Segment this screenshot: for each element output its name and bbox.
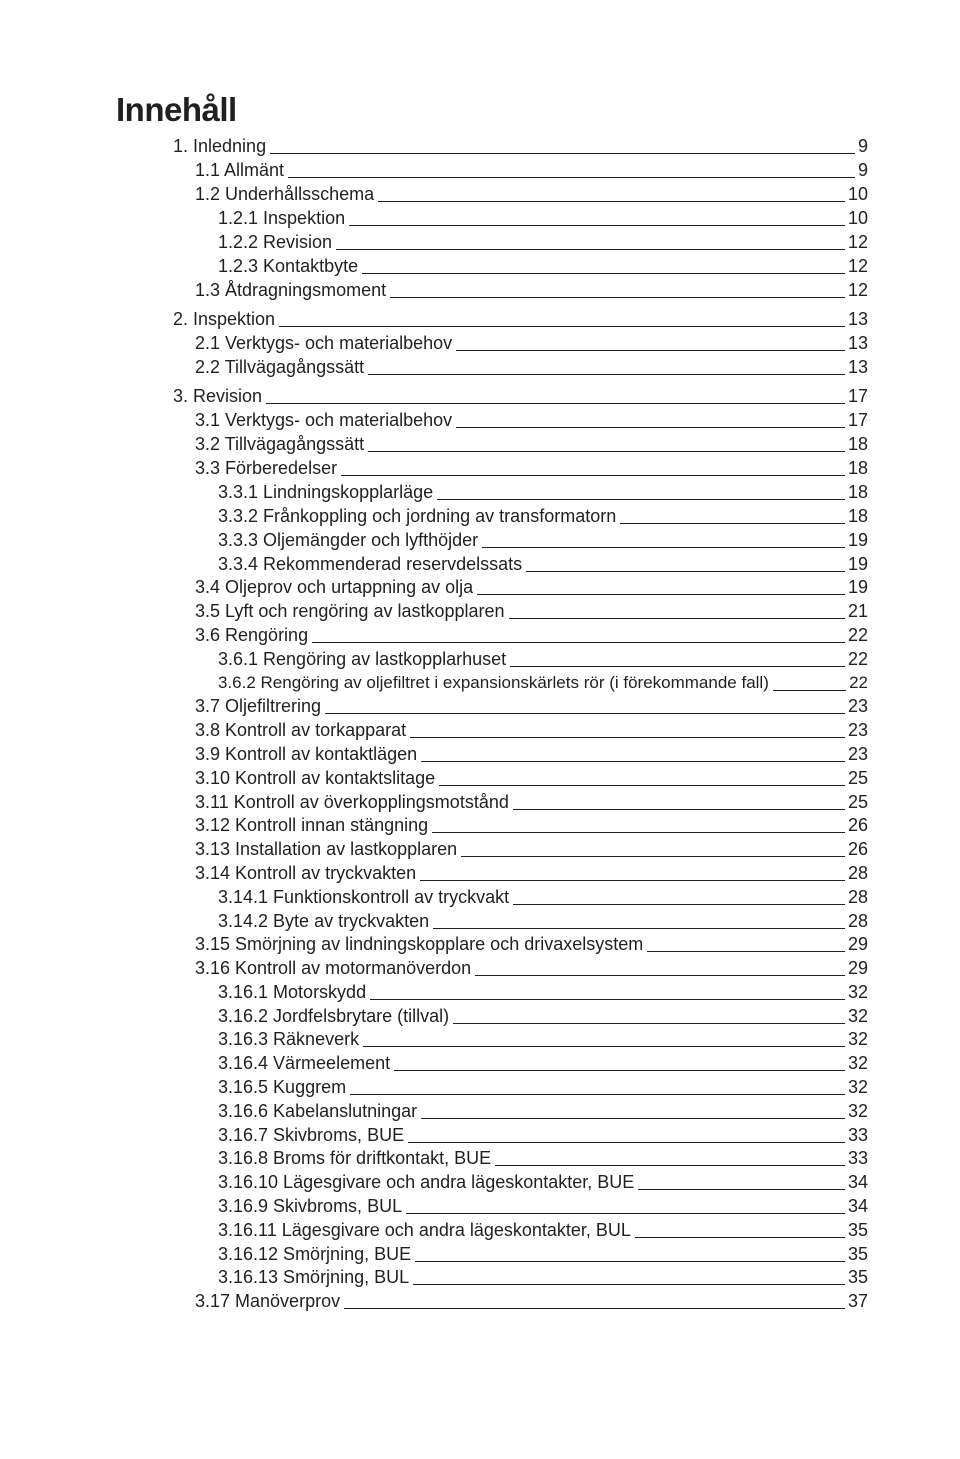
toc-entry-label: 3.1 Verktygs- och materialbehov — [195, 410, 453, 430]
toc-page-number: 18 — [847, 458, 868, 478]
toc-page-number: 18 — [847, 506, 868, 526]
toc-entry-label: 3.15 Smörjning av lindningskopplare och drivaxelsystem — [195, 934, 644, 954]
toc-leader-line — [453, 1022, 845, 1024]
toc-entry[interactable] — [0, 354, 868, 378]
toc-entry[interactable] — [0, 1288, 868, 1312]
toc-entry[interactable] — [0, 931, 868, 955]
toc-entry-label: 3.16.3 Räkneverk — [218, 1029, 360, 1049]
toc-entry[interactable] — [0, 1241, 868, 1265]
toc-leader-line — [266, 402, 845, 404]
toc-page-number: 18 — [847, 482, 868, 502]
toc-entry[interactable] — [0, 812, 868, 836]
toc-leader-line — [510, 665, 845, 667]
toc-entry-label: 1.2.1 Inspektion — [218, 208, 346, 228]
toc-page-number: 13 — [847, 333, 868, 353]
toc-leader-line — [439, 784, 845, 786]
toc-page-number: 25 — [847, 768, 868, 788]
toc-entry[interactable] — [0, 765, 868, 789]
toc-leader-line — [410, 736, 845, 738]
toc-leader-line — [312, 641, 845, 643]
toc-entry[interactable] — [0, 598, 868, 622]
toc-page-number: 22 — [849, 673, 868, 692]
toc-entry-label: 3.11 Kontroll av överkopplingsmotstånd — [195, 792, 509, 812]
toc-leader-line — [477, 593, 845, 595]
toc-leader-line — [461, 855, 845, 857]
toc-leader-line — [526, 570, 845, 572]
toc-leader-line — [363, 1045, 845, 1047]
toc-entry-label: 3.12 Kontroll innan stängning — [195, 815, 429, 835]
toc-entry-label: 3.10 Kontroll av kontaktslitage — [195, 768, 436, 788]
toc-entry[interactable] — [0, 670, 868, 694]
toc-entry-label: 3.8 Kontroll av torkapparat — [195, 720, 407, 740]
toc-entry-label: 3.2 Tillvägagångssätt — [195, 434, 365, 454]
toc-entry-label: 3.4 Oljeprov och urtappning av olja — [195, 577, 474, 597]
toc-leader-line — [437, 498, 845, 500]
toc-entry[interactable] — [0, 836, 868, 860]
toc-leader-line — [390, 296, 845, 298]
toc-entry[interactable] — [0, 955, 868, 979]
toc-page-number: 32 — [847, 1029, 868, 1049]
toc-leader-line — [456, 349, 845, 351]
toc-page-number: 32 — [847, 1053, 868, 1073]
toc-entry-label: 3.17 Manöverprov — [195, 1291, 341, 1311]
toc-entry-label: 3.16.5 Kuggrem — [218, 1077, 347, 1097]
toc-entry-label: 3.14 Kontroll av tryckvakten — [195, 863, 417, 883]
toc-page-number: 26 — [847, 839, 868, 859]
toc-entry[interactable] — [0, 741, 868, 765]
toc-entry-label: 3.3.4 Rekommenderad reservdelssats — [218, 554, 523, 574]
toc-entry[interactable] — [0, 1122, 868, 1146]
toc-leader-line — [288, 176, 855, 178]
toc-entry-label: 3.3.2 Frånkoppling och jordning av transformatorn — [218, 506, 617, 526]
toc-entry[interactable] — [0, 1193, 868, 1217]
toc-leader-line — [413, 1283, 845, 1285]
toc-entry[interactable] — [0, 979, 868, 1003]
toc-entry[interactable] — [0, 1264, 868, 1288]
toc-page-number: 23 — [847, 744, 868, 764]
toc-page-number: 9 — [857, 160, 868, 180]
toc-leader-line — [638, 1188, 845, 1190]
toc-entry[interactable] — [0, 1098, 868, 1122]
toc-entry[interactable] — [0, 527, 868, 551]
toc-entry-label: 3.7 Oljefiltrering — [195, 696, 322, 716]
toc-page-number: 10 — [847, 184, 868, 204]
toc-leader-line — [408, 1141, 845, 1143]
toc-entry-label: 3.16.9 Skivbroms, BUL — [218, 1196, 403, 1216]
toc-entry[interactable] — [0, 181, 868, 205]
toc-entry[interactable] — [0, 908, 868, 932]
toc-entry[interactable] — [0, 1026, 868, 1050]
toc-page-number: 9 — [857, 136, 868, 156]
toc-entry[interactable] — [0, 133, 868, 157]
toc-page-number: 28 — [847, 911, 868, 931]
toc-page-number: 21 — [847, 601, 868, 621]
toc-page-number: 32 — [847, 982, 868, 1002]
toc-entry-label: 1. Inledning — [173, 136, 267, 156]
toc-entry[interactable] — [0, 717, 868, 741]
toc-entry[interactable] — [0, 306, 868, 330]
toc-leader-line — [513, 808, 845, 810]
toc-entry-label: 2.1 Verktygs- och materialbehov — [195, 333, 453, 353]
toc-entry-label: 3.16.11 Lägesgivare och andra lägeskontakter, BUL — [218, 1220, 631, 1240]
toc-entry-label: 3. Revision — [173, 386, 263, 406]
toc-page-number: 33 — [847, 1148, 868, 1168]
page-title: Innehåll — [116, 91, 237, 128]
toc-leader-line — [378, 200, 845, 202]
toc-leader-line — [370, 998, 845, 1000]
toc-entry[interactable] — [0, 407, 868, 431]
toc-entry[interactable] — [0, 205, 868, 229]
toc-entry-label: 2.2 Tillvägagångssätt — [195, 357, 365, 377]
toc-leader-line — [344, 1307, 845, 1309]
toc-entry-label: 3.3 Förberedelser — [195, 458, 338, 478]
toc-entry[interactable] — [0, 1169, 868, 1193]
toc-page-number: 12 — [847, 280, 868, 300]
toc-page-number: 33 — [847, 1125, 868, 1145]
toc-leader-line — [406, 1212, 845, 1214]
toc-leader-line — [620, 522, 845, 524]
toc-leader-line — [647, 950, 845, 952]
toc-entry-label: 3.16.7 Skivbroms, BUE — [218, 1125, 405, 1145]
toc-entry-label: 3.16.4 Värmeelement — [218, 1053, 391, 1073]
toc-entry-label: 2. Inspektion — [173, 309, 276, 329]
toc-entry[interactable] — [0, 1050, 868, 1074]
toc-page-number: 13 — [847, 357, 868, 377]
toc-leader-line — [456, 426, 845, 428]
toc-page-number: 28 — [847, 887, 868, 907]
toc-entry[interactable] — [0, 383, 868, 407]
toc-page-number: 19 — [847, 530, 868, 550]
toc-leader-line — [349, 224, 845, 226]
toc-leader-line — [495, 1164, 845, 1166]
toc-entry-label: 1.1 Allmänt — [195, 160, 285, 180]
toc-leader-line — [513, 903, 845, 905]
toc-page-number: 32 — [847, 1006, 868, 1026]
toc-entry-label: 1.3 Åtdragningsmoment — [195, 280, 387, 300]
toc-entry-label: 3.9 Kontroll av kontaktlägen — [195, 744, 418, 764]
toc-entry[interactable] — [0, 884, 868, 908]
toc-entry[interactable] — [0, 330, 868, 354]
toc-entry-label: 1.2 Underhållsschema — [195, 184, 375, 204]
toc-page-number: 34 — [847, 1172, 868, 1192]
toc-page-number: 10 — [847, 208, 868, 228]
toc-page-number: 29 — [847, 934, 868, 954]
toc-entry[interactable] — [0, 551, 868, 575]
toc-page-number: 35 — [847, 1267, 868, 1287]
toc-leader-line — [432, 831, 845, 833]
toc-leader-line — [773, 689, 846, 691]
toc-entry[interactable] — [0, 479, 868, 503]
toc-entry[interactable] — [0, 574, 868, 598]
toc-entry[interactable] — [0, 229, 868, 253]
toc-page-number: 19 — [847, 554, 868, 574]
toc-page-number: 12 — [847, 232, 868, 252]
toc-page-number: 35 — [847, 1220, 868, 1240]
toc-entry-label: 1.2.2 Revision — [218, 232, 333, 252]
toc-leader-line — [394, 1069, 845, 1071]
toc-entry-label: 3.13 Installation av lastkopplaren — [195, 839, 458, 859]
toc-leader-line — [368, 373, 845, 375]
toc-entry-label: 3.16.6 Kabelanslutningar — [218, 1101, 418, 1121]
toc-entry-label: 3.6 Rengöring — [195, 625, 309, 645]
toc-leader-line — [362, 272, 845, 274]
toc-page-number: 35 — [847, 1244, 868, 1264]
toc-leader-line — [341, 474, 845, 476]
toc-page-number: 17 — [847, 386, 868, 406]
toc-page-number: 23 — [847, 696, 868, 716]
toc-page-number: 12 — [847, 256, 868, 276]
toc-page-number: 17 — [847, 410, 868, 430]
toc-leader-line — [509, 617, 845, 619]
toc-page-number: 22 — [847, 625, 868, 645]
toc-entry-label: 3.16.12 Smörjning, BUE — [218, 1244, 412, 1264]
toc-page-number: 13 — [847, 309, 868, 329]
toc-page-number: 26 — [847, 815, 868, 835]
toc-page-number: 34 — [847, 1196, 868, 1216]
toc-leader-line — [368, 450, 845, 452]
toc-leader-line — [421, 760, 845, 762]
toc-page-number: 28 — [847, 863, 868, 883]
toc-page-number: 37 — [847, 1291, 868, 1311]
toc-page-number: 18 — [847, 434, 868, 454]
toc-entry-label: 3.16.13 Smörjning, BUL — [218, 1267, 410, 1287]
toc-entry[interactable] — [0, 157, 868, 181]
toc-page-number: 23 — [847, 720, 868, 740]
toc-leader-line — [635, 1236, 845, 1238]
toc-page-number: 25 — [847, 792, 868, 812]
toc-leader-line — [325, 712, 845, 714]
toc-entry-label: 3.6.2 Rengöring av oljefiltret i expansionskärlets rör (i förekommande fall) — [218, 673, 769, 692]
toc-entry[interactable] — [0, 860, 868, 884]
toc-leader-line — [270, 152, 855, 154]
toc-entry[interactable] — [0, 1217, 868, 1241]
toc-entry[interactable] — [0, 253, 868, 277]
toc-leader-line — [336, 248, 845, 250]
toc-entry-label: 3.16.10 Lägesgivare och andra lägeskontakter, BUE — [218, 1172, 635, 1192]
toc-leader-line — [433, 927, 845, 929]
toc-entry-label: 3.5 Lyft och rengöring av lastkopplaren — [195, 601, 505, 621]
toc-leader-line — [415, 1260, 845, 1262]
toc-entry-label: 1.2.3 Kontaktbyte — [218, 256, 359, 276]
toc-entry[interactable] — [0, 1074, 868, 1098]
toc-leader-line — [350, 1093, 845, 1095]
toc-leader-line — [279, 325, 845, 327]
toc-entry[interactable] — [0, 455, 868, 479]
toc-entry-label: 3.16.1 Motorskydd — [218, 982, 367, 1002]
toc-page-number: 19 — [847, 577, 868, 597]
toc-page-number: 29 — [847, 958, 868, 978]
toc-entry-label: 3.14.1 Funktionskontroll av tryckvakt — [218, 887, 510, 907]
toc-leader-line — [420, 879, 845, 881]
toc-entry-label: 3.16 Kontroll av motormanöverdon — [195, 958, 472, 978]
toc-leader-line — [475, 974, 845, 976]
toc-entry[interactable] — [0, 646, 868, 670]
toc-page-number: 22 — [847, 649, 868, 669]
toc-entry-label: 3.16.8 Broms för driftkontakt, BUE — [218, 1148, 492, 1168]
toc-entry[interactable] — [0, 431, 868, 455]
toc-entry-label: 3.3.3 Oljemängder och lyfthöjder — [218, 530, 479, 550]
toc-leader-line — [421, 1117, 845, 1119]
toc-entry[interactable] — [0, 1003, 868, 1027]
toc-leader-line — [482, 546, 845, 548]
toc-entry-label: 3.3.1 Lindningskopplarläge — [218, 482, 434, 502]
toc-entry[interactable] — [0, 1145, 868, 1169]
toc-entry-label: 3.14.2 Byte av tryckvakten — [218, 911, 430, 931]
toc-entry-label: 3.6.1 Rengöring av lastkopplarhuset — [218, 649, 507, 669]
toc-entry[interactable] — [0, 277, 868, 301]
toc-page-number: 32 — [847, 1077, 868, 1097]
toc-entry[interactable] — [0, 693, 868, 717]
toc-entry-label: 3.16.2 Jordfelsbrytare (tillval) — [218, 1006, 450, 1026]
toc-entry[interactable] — [0, 789, 868, 813]
toc-page-number: 32 — [847, 1101, 868, 1121]
toc-entry[interactable] — [0, 622, 868, 646]
toc-entry[interactable] — [0, 503, 868, 527]
